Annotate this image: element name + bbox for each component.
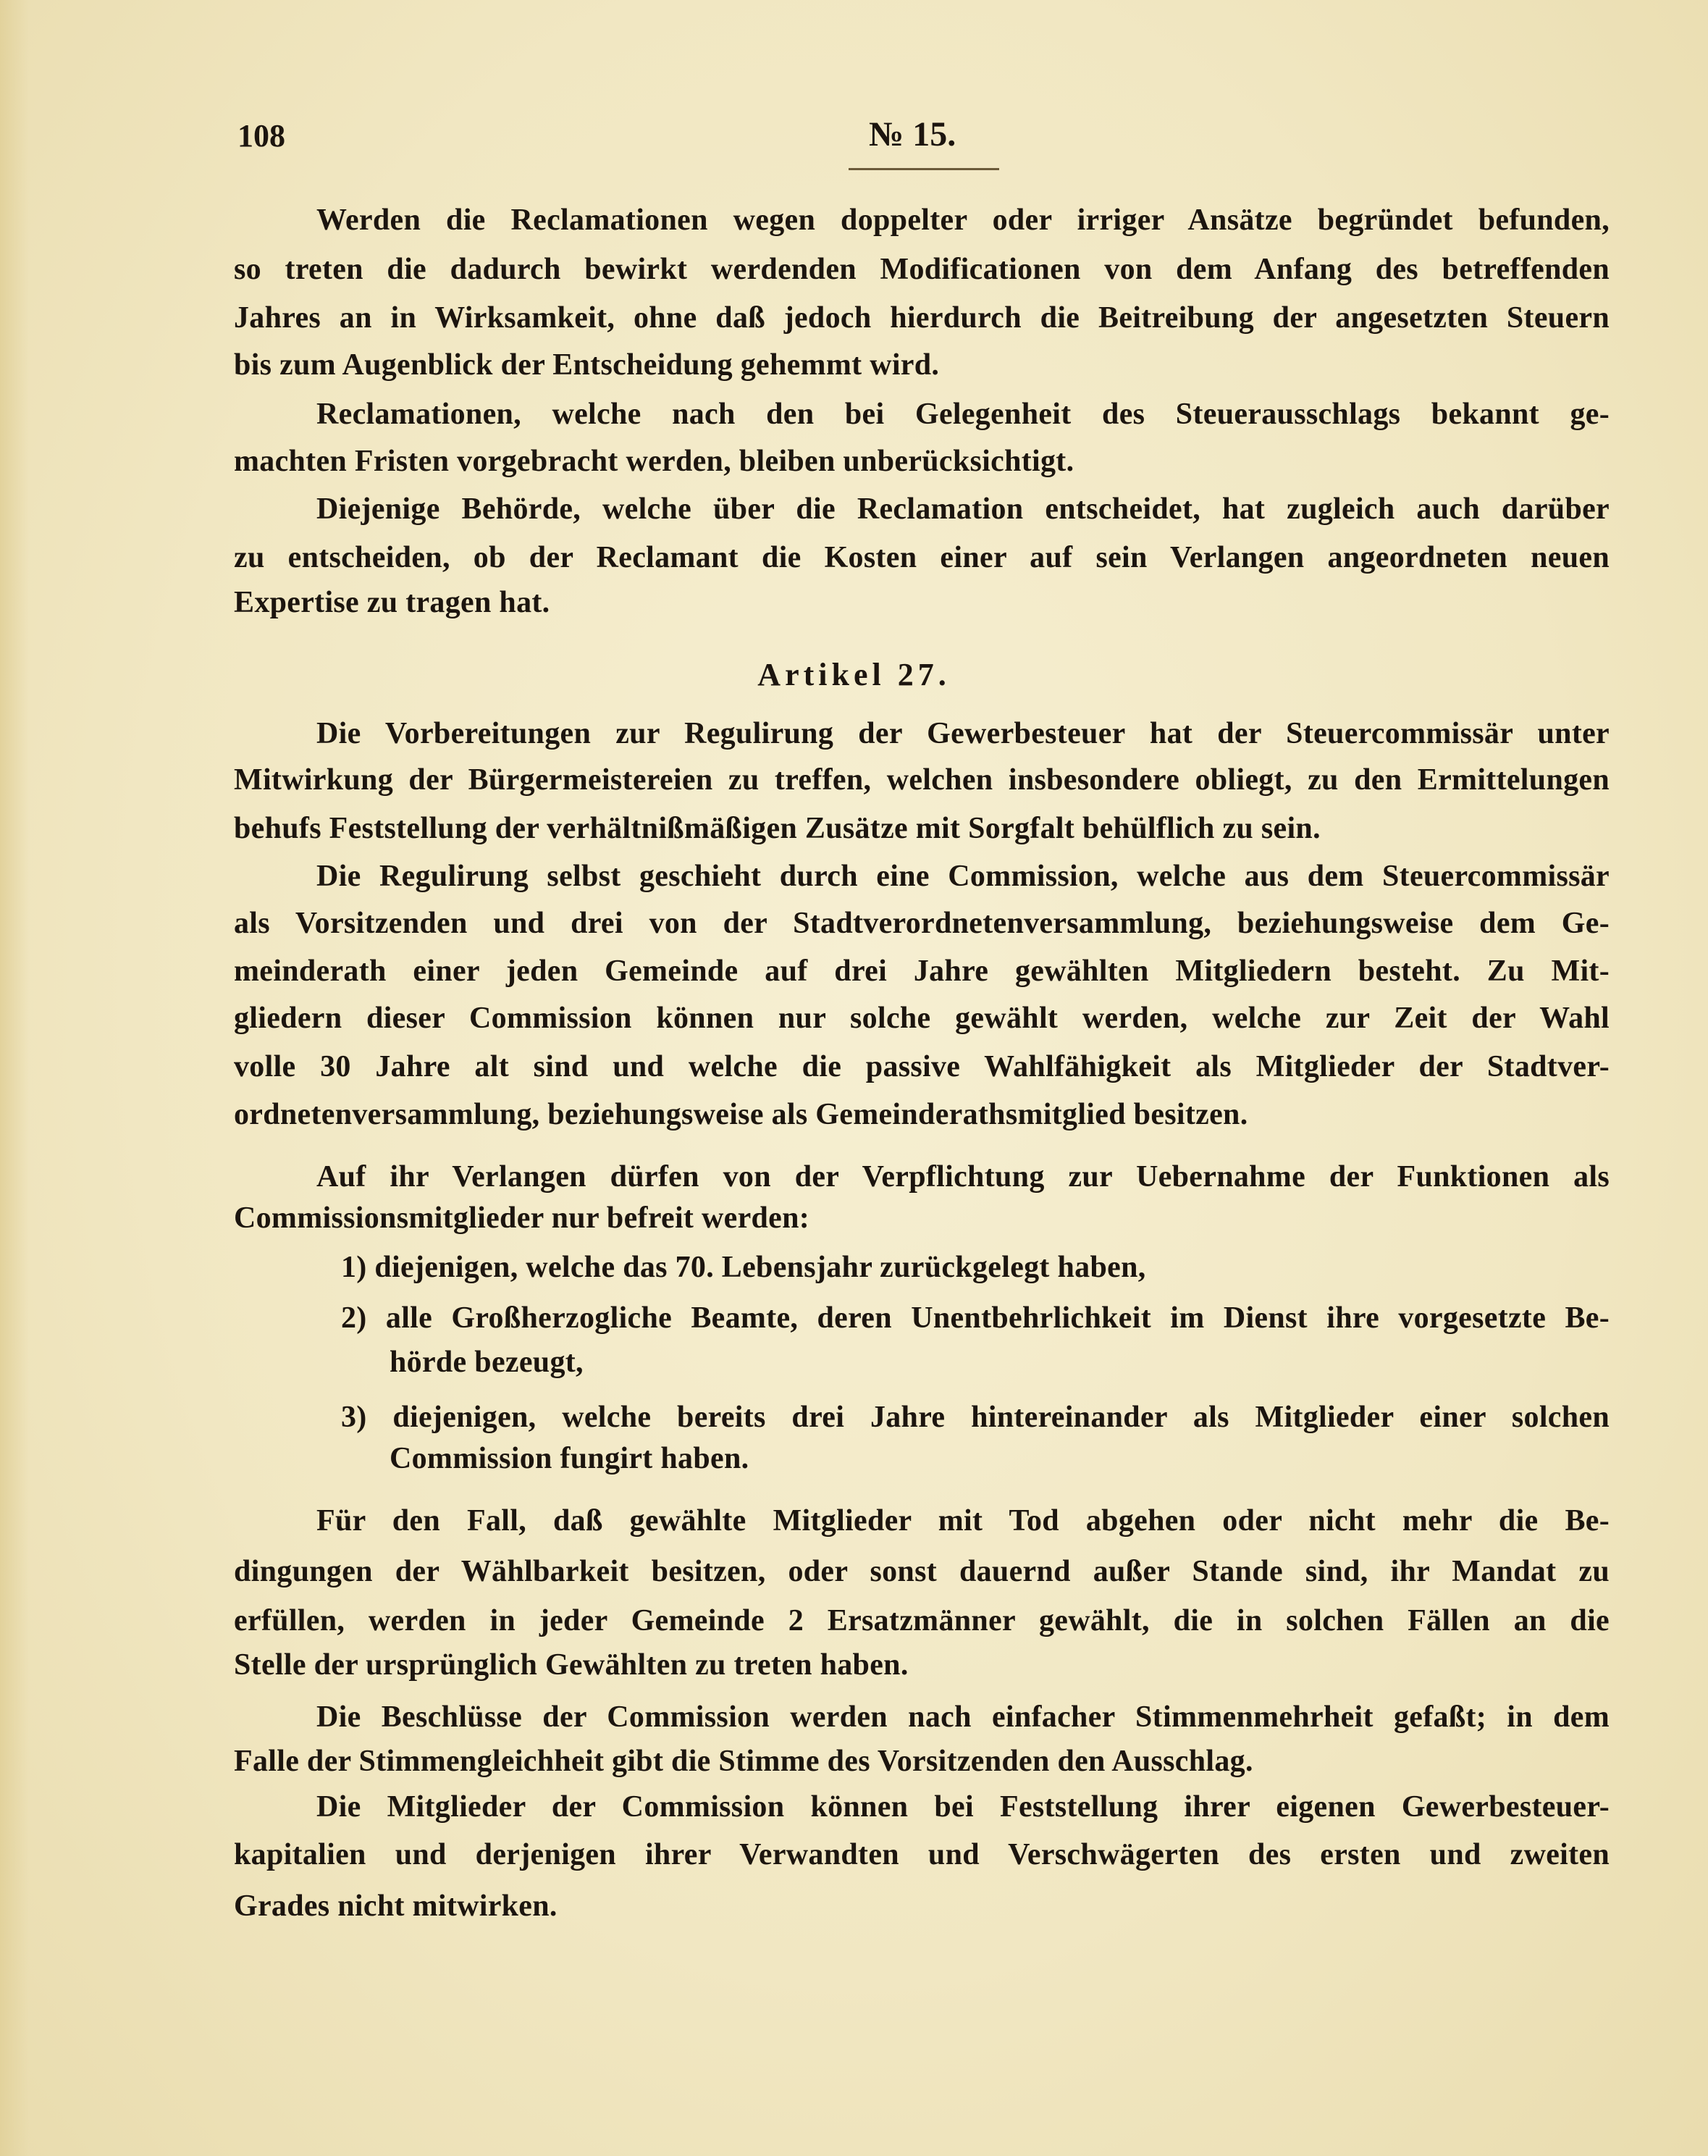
text-line: behufs Feststellung der verhältnißmäßigen Zusätze mit Sorgfalt behülflich zu sein. <box>234 812 1321 845</box>
text-line: Die Vorbereitungen zur Regulirung der Gewerbesteuer hat der Steuercommissär unter <box>316 717 1610 750</box>
text-line: zu entscheiden, ob der Reclamant die Kosten einer auf sein Verlangen angeordneten neuen <box>234 541 1610 574</box>
page-number: 108 <box>237 118 285 154</box>
header-rule <box>849 168 999 170</box>
page-edge-shadow <box>0 0 29 2156</box>
text-line: Reclamationen, welche nach den bei Gelegenheit des Steuerausschlags bekannt ge- <box>316 398 1610 431</box>
text-line: Commissionsmitglieder nur befreit werden: <box>234 1201 810 1235</box>
text-line: ordnetenversammlung, beziehungsweise als Gemeinderathsmitglied besitzen. <box>234 1098 1248 1131</box>
text-line: Die Regulirung selbst geschieht durch eine Commission, welche aus dem Steuercommissär <box>316 860 1610 893</box>
article-heading: Artikel 27. <box>757 657 951 692</box>
text-line: Stelle der ursprünglich Gewählten zu treten haben. <box>234 1648 909 1682</box>
text-line: gliedern dieser Commission können nur solche gewählt werden, welche zur Zeit der Wahl <box>234 1002 1610 1035</box>
text-line: Expertise zu tragen hat. <box>234 586 550 619</box>
text-line: Die Mitglieder der Commission können bei Feststellung ihrer eigenen Gewerbesteuer- <box>316 1790 1610 1824</box>
text-line: Grades nicht mitwirken. <box>234 1889 558 1923</box>
text-line: Commission fungirt haben. <box>390 1442 749 1475</box>
text-line: 3) diejenigen, welche bereits drei Jahre hintereinander als Mitglieder einer solchen <box>341 1401 1610 1434</box>
text-line: Auf ihr Verlangen dürfen von der Verpflichtung zur Uebernahme der Funktionen als <box>316 1160 1610 1194</box>
text-line: volle 30 Jahre alt sind und welche die passive Wahlfähigkeit als Mitglieder der Stadtver- <box>234 1050 1610 1083</box>
text-line: hörde bezeugt, <box>390 1346 584 1379</box>
text-line: Die Beschlüsse der Commission werden nach einfacher Stimmenmehrheit gefaßt; in dem <box>316 1700 1610 1734</box>
text-line: als Vorsitzenden und drei von der Stadtverordnetenversammlung, beziehungsweise dem Ge- <box>234 907 1610 940</box>
text-line: Jahres an in Wirksamkeit, ohne daß jedoch hierdurch die Beitreibung der angesetzten Steuern <box>234 301 1610 335</box>
text-line: dingungen der Wählbarkeit besitzen, oder sonst dauernd außer Stande sind, ihr Mandat zu <box>234 1555 1610 1588</box>
text-line: kapitalien und derjenigen ihrer Verwandten und Verschwägerten des ersten und zweiten <box>234 1838 1610 1871</box>
text-line: meinderath einer jeden Gemeinde auf drei Jahre gewählten Mitgliedern besteht. Zu Mit- <box>234 955 1610 988</box>
text-line: machten Fristen vorgebracht werden, bleiben unberücksichtigt. <box>234 445 1074 478</box>
text-line: Für den Fall, daß gewählte Mitglieder mit Tod abgehen oder nicht mehr die Be- <box>316 1504 1610 1538</box>
text-line: bis zum Augenblick der Entscheidung gehemmt wird. <box>234 348 940 382</box>
text-line: Falle der Stimmengleichheit gibt die Stimme des Vorsitzenden den Ausschlag. <box>234 1745 1253 1778</box>
text-line: 1) diejenigen, welche das 70. Lebensjahr zurückgelegt haben, <box>341 1251 1146 1284</box>
text-line: Mitwirkung der Bürgermeistereien zu treffen, welchen insbesondere obliegt, zu den Ermittelungen <box>234 763 1610 797</box>
text-line: so treten die dadurch bewirkt werdenden Modificationen von dem Anfang des betreffenden <box>234 253 1610 286</box>
text-line: erfüllen, werden in jeder Gemeinde 2 Ersatzmänner gewählt, die in solchen Fällen an die <box>234 1604 1610 1637</box>
text-line: Werden die Reclamationen wegen doppelter oder irriger Ansätze begründet befunden, <box>316 204 1610 237</box>
text-line: 2) alle Großherzogliche Beamte, deren Unentbehrlichkeit im Dienst ihre vorgesetzte Be- <box>341 1301 1610 1335</box>
issue-number: № 15. <box>869 115 956 154</box>
text-line: Diejenige Behörde, welche über die Reclamation entscheidet, hat zugleich auch darüber <box>316 492 1610 526</box>
